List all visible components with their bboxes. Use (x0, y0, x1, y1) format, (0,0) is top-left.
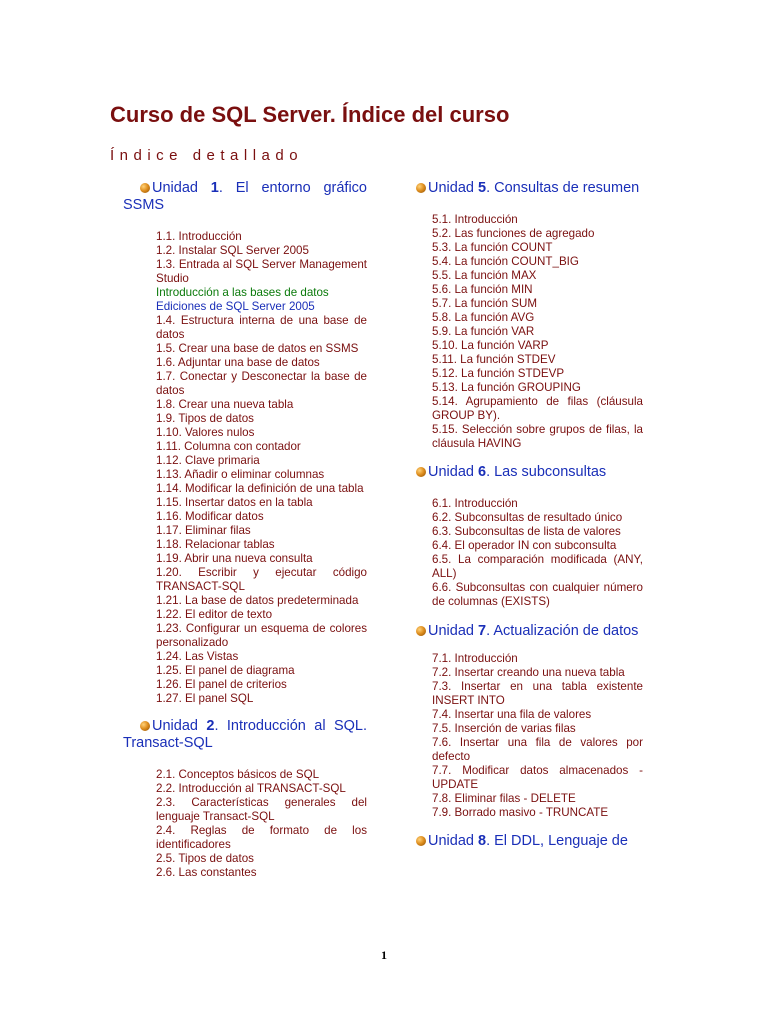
topic-item[interactable]: 6.1. Introducción (432, 497, 518, 510)
topic-item[interactable]: 7.6. Insertar una fila de valores por defecto (432, 736, 643, 763)
topic-list (432, 652, 643, 820)
topic-item[interactable]: 1.13. Añadir o eliminar columnas (156, 468, 325, 481)
unit-heading[interactable] (399, 180, 643, 197)
right-column (399, 180, 643, 850)
topic-item[interactable]: 7.9. Borrado masivo - TRUNCATE (432, 806, 609, 819)
topic-list (156, 768, 367, 880)
topic-item[interactable]: 1.15. Insertar datos en la tabla (156, 496, 313, 509)
topic-item[interactable]: 1.10. Valores nulos (156, 426, 255, 439)
unit-number: 6 (477, 464, 487, 480)
topic-item[interactable]: 5.10. La función VARP (432, 339, 549, 352)
topic-item[interactable]: 5.8. La función AVG (432, 311, 535, 324)
topic-item[interactable]: 6.6. Subconsultas con cualquier número de columnas (EXISTS) (432, 581, 643, 608)
unit-block (399, 833, 643, 850)
topic-item[interactable]: 7.8. Eliminar filas - DELETE (432, 792, 576, 805)
topic-item[interactable]: 5.7. La función SUM (432, 297, 538, 310)
unit-title: . Actualización de datos (486, 623, 639, 639)
unit-number: 2 (206, 718, 215, 734)
unit-block (399, 180, 643, 451)
unit-word: Unidad (428, 464, 474, 480)
topic-item[interactable]: 1.3. Entrada al SQL Server Management Studio (156, 258, 367, 285)
topic-item[interactable]: 7.1. Introducción (432, 652, 518, 665)
topic-item[interactable]: 1.27. El panel SQL (156, 692, 254, 705)
unit-number: 5 (477, 180, 487, 196)
page-number: 1 (381, 948, 387, 962)
topic-item[interactable]: 1.6. Adjuntar una base de datos (156, 356, 320, 369)
topic-item[interactable]: 1.22. El editor de texto (156, 608, 273, 621)
topic-item[interactable]: 6.5. La comparación modificada (ANY, ALL) (432, 553, 643, 580)
unit-heading[interactable] (399, 464, 643, 481)
bullet-icon (140, 721, 150, 731)
topic-list (156, 230, 367, 706)
topic-item[interactable]: Ediciones de SQL Server 2005 (156, 300, 315, 313)
topic-item[interactable]: 1.9. Tipos de datos (156, 412, 254, 425)
unit-word: Unidad (152, 180, 198, 196)
topic-item[interactable]: 6.4. El operador IN con subconsulta (432, 539, 617, 552)
page-subtitle: Índice detallado (110, 147, 304, 164)
topic-item[interactable]: 6.3. Subconsultas de lista de valores (432, 525, 621, 538)
topic-item[interactable]: 5.14. Agrupamiento de filas (cláusula GROUP BY). (432, 395, 643, 422)
topic-item[interactable]: 1.25. El panel de diagrama (156, 664, 295, 677)
topic-item[interactable]: 5.1. Introducción (432, 213, 518, 226)
bullet-icon (416, 467, 426, 477)
unit-heading[interactable] (399, 833, 643, 850)
topic-item[interactable]: 2.4. Reglas de formato de los identificadores (156, 824, 367, 851)
topic-item[interactable]: 1.12. Clave primaria (156, 454, 260, 467)
unit-number: 8 (477, 833, 487, 849)
topic-item[interactable]: 7.2. Insertar creando una nueva tabla (432, 666, 625, 679)
topic-list (432, 213, 643, 451)
unit-title: . Las subconsultas (486, 464, 607, 480)
unit-block (399, 623, 643, 820)
unit-title: . El entorno gráfico SSMS (123, 180, 367, 213)
unit-number: 1 (210, 180, 219, 196)
topic-item[interactable]: 1.17. Eliminar filas (156, 524, 251, 537)
topic-item[interactable]: 2.6. Las constantes (156, 866, 257, 879)
topic-item[interactable]: 6.2. Subconsultas de resultado único (432, 511, 623, 524)
page-title: Curso de SQL Server. Índice del curso (110, 102, 510, 127)
topic-item[interactable]: 1.1. Introducción (156, 230, 242, 243)
topic-item[interactable]: 1.14. Modificar la definición de una tabla (156, 482, 364, 495)
unit-word: Unidad (428, 833, 474, 849)
topic-item[interactable]: 5.15. Selección sobre grupos de filas, la cláusula HAVING (432, 423, 643, 450)
topic-item[interactable]: 2.2. Introducción al TRANSACT-SQL (156, 782, 346, 795)
unit-number: 7 (477, 623, 487, 639)
topic-item[interactable]: 5.11. La función STDEV (432, 353, 556, 366)
topic-item[interactable]: 1.19. Abrir una nueva consulta (156, 552, 313, 565)
bullet-icon (416, 836, 426, 846)
topic-item[interactable]: 1.5. Crear una base de datos en SSMS (156, 342, 359, 355)
bullet-icon (140, 183, 150, 193)
unit-heading[interactable] (123, 718, 367, 752)
unit-block (399, 464, 643, 609)
topic-item[interactable]: 7.4. Insertar una fila de valores (432, 708, 592, 721)
topic-item[interactable]: 1.26. El panel de criterios (156, 678, 287, 691)
topic-item[interactable]: 5.12. La función STDEVP (432, 367, 565, 380)
topic-item[interactable]: 1.16. Modificar datos (156, 510, 264, 523)
topic-item[interactable]: 5.5. La función MAX (432, 269, 537, 282)
unit-title: . El DDL, Lenguaje de (486, 833, 628, 849)
topic-item[interactable]: 5.3. La función COUNT (432, 241, 553, 254)
topic-item[interactable]: 2.5. Tipos de datos (156, 852, 254, 865)
topic-item[interactable]: 1.11. Columna con contador (156, 440, 301, 453)
topic-item[interactable]: 1.24. Las Vistas (156, 650, 239, 663)
topic-item[interactable]: 5.13. La función GROUPING (432, 381, 581, 394)
topic-list (432, 497, 643, 609)
bullet-icon (416, 626, 426, 636)
topic-item[interactable]: 1.18. Relacionar tablas (156, 538, 275, 551)
topic-item[interactable]: 1.21. La base de datos predeterminada (156, 594, 359, 607)
topic-item[interactable]: 5.9. La función VAR (432, 325, 535, 338)
topic-item[interactable]: 1.2. Instalar SQL Server 2005 (156, 244, 309, 257)
topic-item[interactable]: 1.8. Crear una nueva tabla (156, 398, 294, 411)
unit-heading[interactable] (399, 623, 643, 640)
topic-item[interactable]: 5.4. La función COUNT_BIG (432, 255, 579, 268)
topic-item[interactable]: 2.1. Conceptos básicos de SQL (156, 768, 320, 781)
unit-title: . Introducción al SQL. Transact-SQL (123, 718, 367, 751)
unit-block (123, 718, 367, 880)
bullet-icon (416, 183, 426, 193)
topic-item[interactable]: 7.7. Modificar datos almacenados - UPDATE (432, 764, 643, 791)
unit-title: . Consultas de resumen (486, 180, 640, 196)
topic-item[interactable]: 1.23. Configurar un esquema de colores personalizado (156, 622, 367, 649)
unit-word: Unidad (152, 718, 198, 734)
topic-item[interactable]: 7.3. Insertar en una tabla existente INSERT INTO (432, 680, 643, 707)
topic-item[interactable]: 2.3. Características generales del lenguaje Transact-SQL (156, 796, 367, 823)
unit-word: Unidad (428, 180, 474, 196)
topic-item[interactable]: 1.7. Conectar y Desconectar la base de datos (156, 370, 367, 397)
left-column (123, 180, 367, 880)
unit-heading[interactable] (123, 180, 367, 214)
topic-item[interactable]: 5.2. Las funciones de agregado (432, 227, 595, 240)
topic-item[interactable]: 5.6. La función MIN (432, 283, 533, 296)
topic-item[interactable]: 7.5. Inserción de varias filas (432, 722, 576, 735)
topic-item[interactable]: 1.20. Escribir y ejecutar código TRANSACT-SQL (156, 566, 367, 593)
topic-item[interactable]: 1.4. Estructura interna de una base de datos (156, 314, 367, 341)
unit-block (123, 180, 367, 706)
unit-word: Unidad (428, 623, 474, 639)
topic-item[interactable]: Introducción a las bases de datos (156, 286, 329, 299)
